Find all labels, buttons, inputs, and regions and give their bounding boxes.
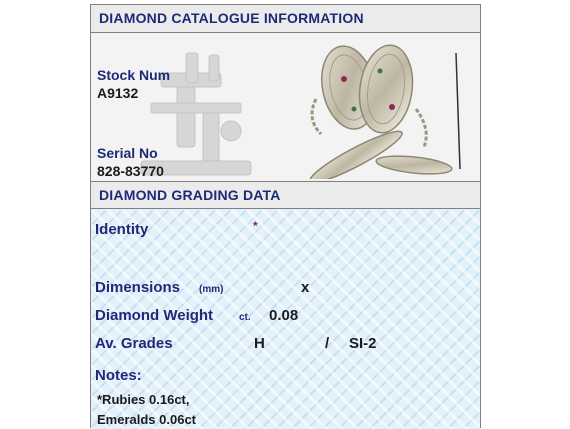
grades-separator: / <box>325 335 330 352</box>
stock-num-label: Stock Num <box>97 67 171 83</box>
diamond-weight-label: Diamond Weight <box>95 307 214 324</box>
serial-no-label: Serial No <box>97 145 158 161</box>
grading-header <box>91 181 480 209</box>
colour-grade-value: H <box>254 335 265 352</box>
dimensions-label: Dimensions <box>95 279 181 296</box>
notes-label: Notes: <box>95 367 142 384</box>
grading-panel <box>91 209 480 429</box>
notes-line: *Rubies 0.16ct, <box>97 392 190 407</box>
catalogue-title: DIAMOND CATALOGUE INFORMATION <box>99 10 364 26</box>
cufflinks-image <box>296 39 466 179</box>
dimensions-separator: x <box>301 279 310 296</box>
catalogue-info-panel <box>91 33 480 181</box>
diamond-weight-unit: ct. <box>239 312 251 323</box>
diamond-weight-value: 0.08 <box>269 307 299 324</box>
serial-no-value: 828-83770 <box>97 163 164 179</box>
identity-label: Identity <box>95 221 149 238</box>
notes-line: Emeralds 0.06ct <box>97 412 197 427</box>
average-grades-label: Av. Grades <box>95 335 173 352</box>
grading-title: DIAMOND GRADING DATA <box>99 187 281 203</box>
clarity-grade-value: SI-2 <box>349 335 377 352</box>
catalogue-card <box>90 4 481 428</box>
identity-mark: * <box>253 219 258 233</box>
stock-num-value: A9132 <box>97 85 139 101</box>
catalogue-header <box>91 5 480 33</box>
dimensions-unit: (mm) <box>199 284 224 295</box>
